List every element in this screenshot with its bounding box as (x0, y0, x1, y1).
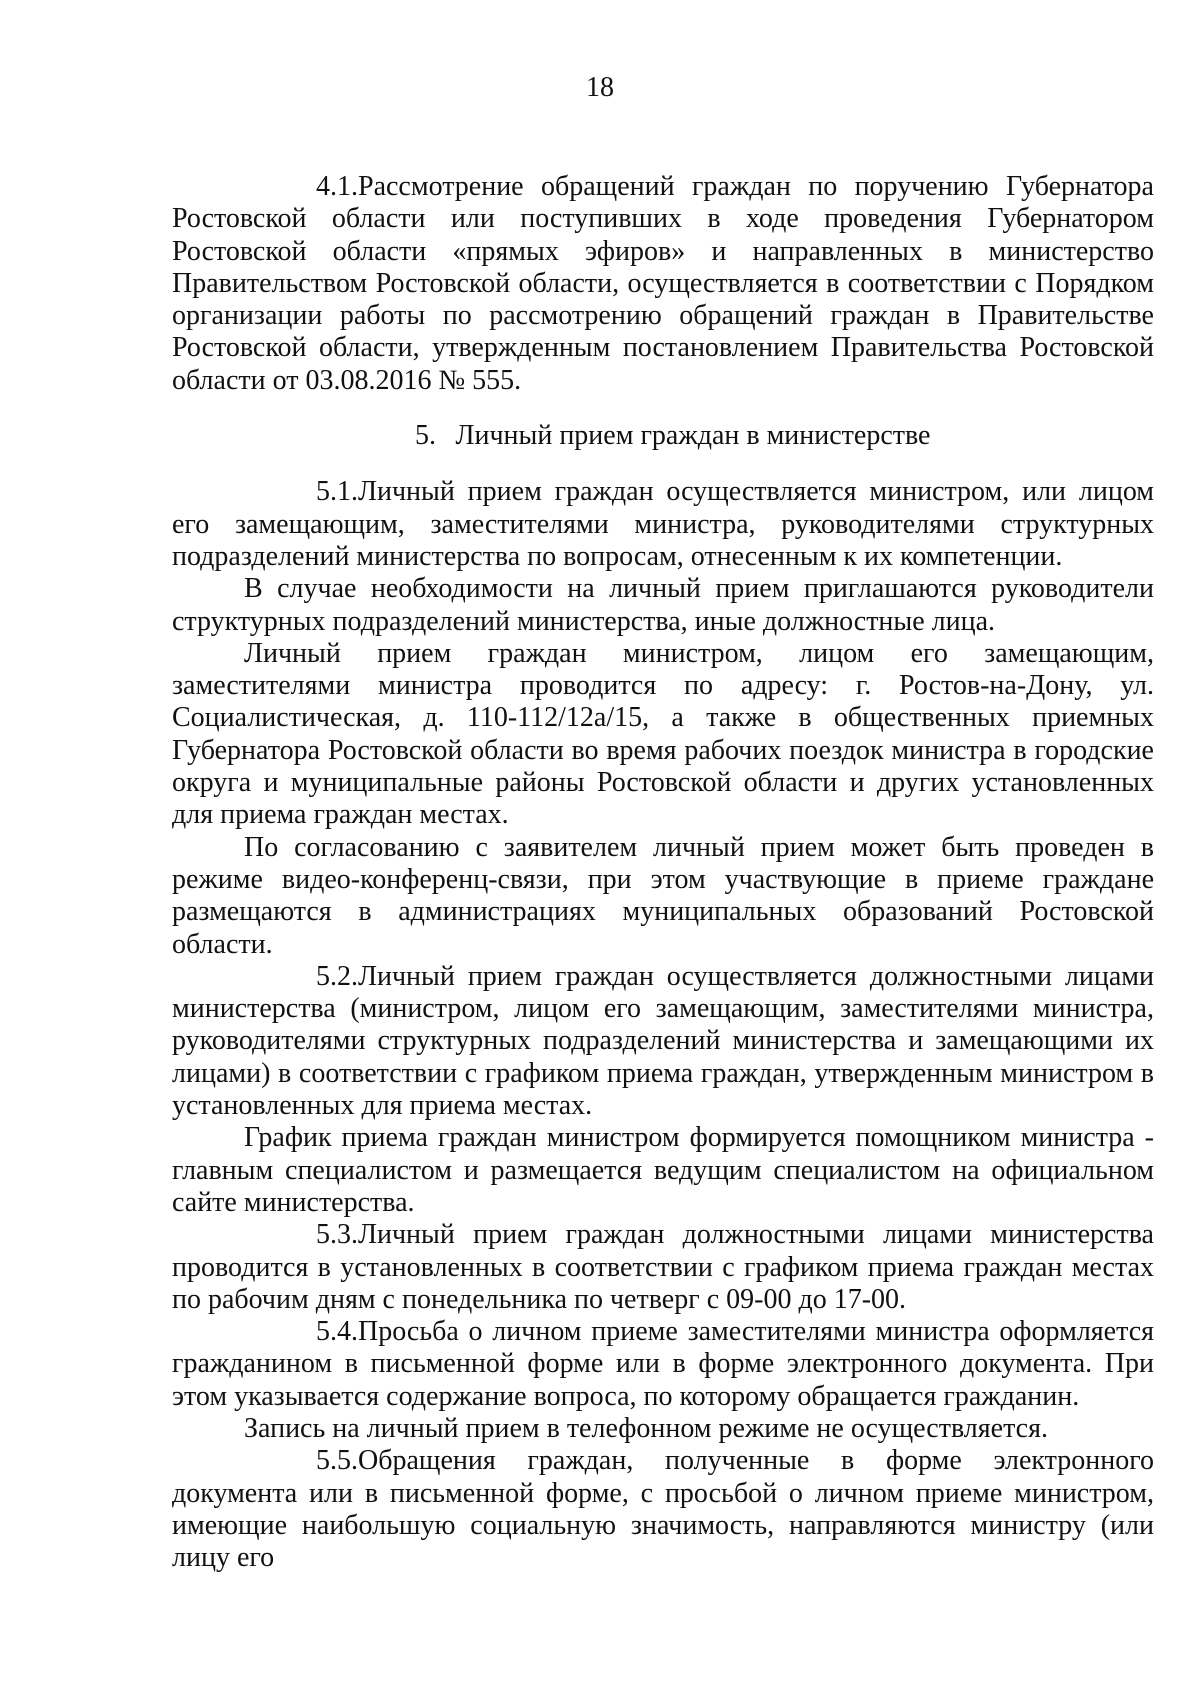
paragraph-text: Обращения граждан, полученные в форме электронного документа или в письменной форме, с просьбой о личном приеме министром, имеющие наибольшую социальную значимость, направляются министру (или лицу его (172, 1445, 1154, 1574)
paragraph-5-1-invitation (172, 573, 1154, 638)
section-title: Личный прием граждан в министерстве (455, 420, 931, 452)
paragraph-5-2-schedule (172, 1122, 1154, 1219)
paragraph-5-1-video (172, 832, 1154, 961)
paragraph-number: 5.1. (316, 476, 358, 508)
paragraph-text: Личный прием граждан осуществляется министром, или лицом его замещающим, заместителями министра, руководителями структурных подразделений министерства по вопросам, отнесенным к их компетенции. (172, 476, 1154, 572)
paragraph-number: 5.3. (316, 1219, 358, 1251)
paragraph-text: Рассмотрение обращений граждан по поручению Губернатора Ростовской области или поступивших в ходе проведения Губернатором Ростовской области «прямых эфиров» и направленных в министерство Правительством Ростовской области, осуществляется в соответствии с Порядком организации работы по рассмотрению обращений граждан в Правительстве Ростовской области, утвержденным постановлением Правительства Ростовской области от 03.08.2016 № 555. (172, 171, 1154, 396)
paragraph-text: Запись на личный прием в телефонном режиме не осуществляется. (244, 1412, 1048, 1444)
paragraph-4-1 (172, 171, 1154, 397)
paragraph-number: 4.1. (316, 171, 358, 202)
document-body (172, 171, 1154, 1574)
paragraph-text: График приема граждан министром формируется помощником министра - главным специалистом и размещается ведущим специалистом на официальном сайте министерства. (172, 1122, 1154, 1218)
paragraph-text: Личный прием граждан министром, лицом его замещающим, заместителями министра проводится по адресу: г. Ростов-на-Дону, ул. Социалистическая, д. 110-112/12а/15, а также в общественных приемных Губернатора Ростовской области во время рабочих поездок министра в городские округа и муниципальные районы Ростовской области и других установленных для приема граждан местах. (172, 637, 1154, 831)
paragraph-number: 5.2. (316, 960, 358, 992)
section-number: 5. (414, 420, 436, 452)
paragraph-5-5 (172, 1445, 1154, 1574)
paragraph-5-4 (172, 1316, 1154, 1413)
paragraph-5-1-address (172, 638, 1154, 832)
paragraph-text: В случае необходимости на личный прием приглашаются руководители структурных подразделений министерства, иные должностные лица. (172, 573, 1154, 637)
paragraph-text: Просьба о личном приеме заместителями министра оформляется гражданином в письменной форме или в форме электронного документа. При этом указывается содержание вопроса, по которому обращается гражданин. (172, 1316, 1154, 1412)
paragraph-5-4-phone (172, 1413, 1154, 1445)
paragraph-number: 5.5. (316, 1445, 358, 1477)
paragraph-text: Личный прием граждан должностными лицами министерства проводится в установленных в соответствии с графиком приема граждан местах по рабочим дням с понедельника по четверг с 09-00 до 17-00. (172, 1219, 1154, 1315)
paragraph-5-2 (172, 961, 1154, 1122)
page-number: 18 (586, 72, 614, 103)
paragraph-text: Личный прием граждан осуществляется должностными лицами министерства (министром, лицом его замещающим, заместителями министра, руководителями структурных подразделений министерства и замещающими их лицами) в соответствии с графиком приема граждан, утвержденным министром в установленных для приема местах. (172, 960, 1154, 1122)
paragraph-text: По согласованию с заявителем личный прием может быть проведен в режиме видео-конференц-связи, при этом участвующие в приеме граждане размещаются в администрациях муниципальных образований Ростовской области. (172, 831, 1154, 960)
section-heading (172, 420, 1154, 452)
paragraph-number: 5.4. (316, 1316, 358, 1348)
paragraph-5-3 (172, 1219, 1154, 1316)
paragraph-5-1 (172, 476, 1154, 573)
